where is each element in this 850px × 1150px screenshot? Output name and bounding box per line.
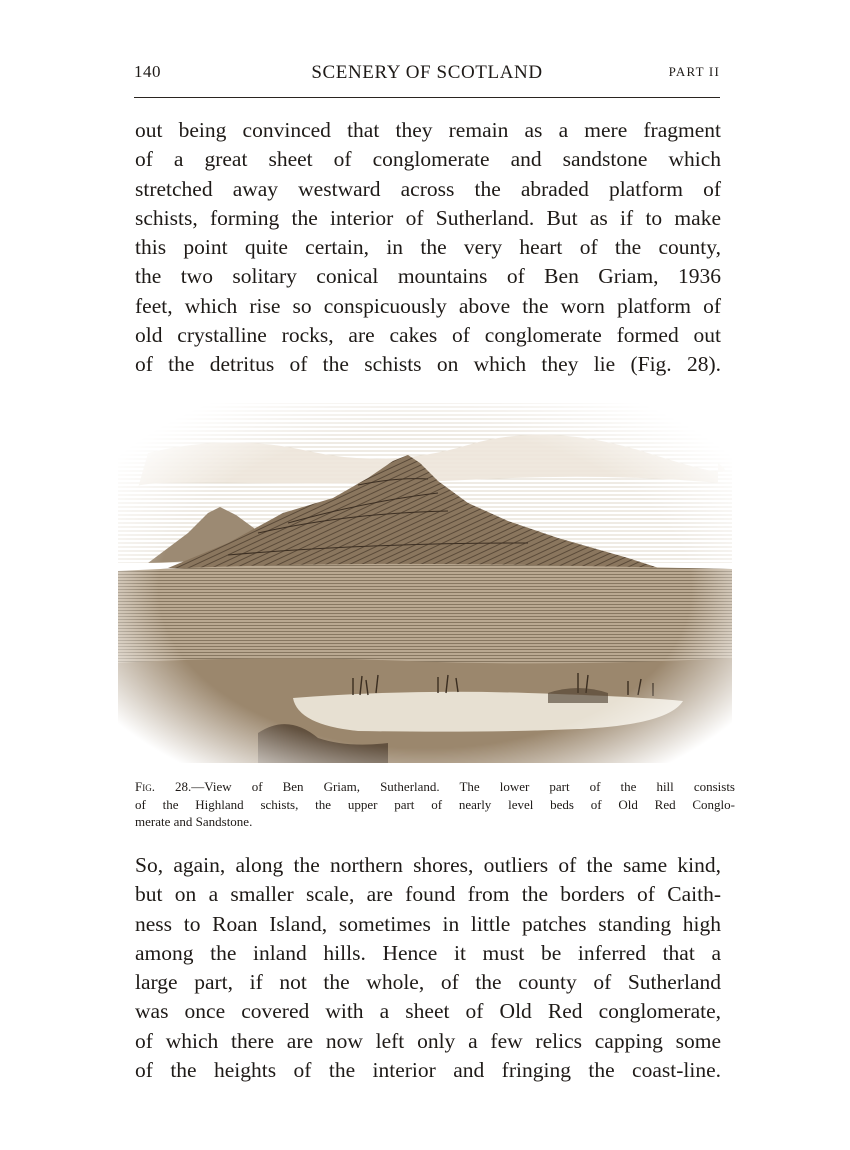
text-line: ness to Roan Island, sometimes in little patches standing high bbox=[135, 911, 721, 936]
text-line: but on a smaller scale, are found from the borders of Caith- bbox=[135, 882, 721, 907]
text-line: feet, which rise so conspicuously above the worn platform of bbox=[135, 293, 721, 318]
text-line: among the inland hills. Hence it must be inferred that a bbox=[135, 940, 721, 965]
page-header bbox=[134, 62, 720, 88]
caption-line: merate and Sandstone. bbox=[135, 814, 253, 829]
paragraph-2 bbox=[135, 851, 721, 1085]
text-line: this point quite certain, in the very heart of the county, bbox=[135, 235, 721, 260]
text-line: was once covered with a sheet of Old Red conglomerate, bbox=[135, 999, 721, 1024]
header-rule bbox=[134, 97, 720, 98]
text-line: stretched away westward across the abraded platform of bbox=[135, 176, 721, 201]
text-line: old crystalline rocks, are cakes of conglomerate formed out bbox=[135, 323, 721, 348]
running-title: SCENERY OF SCOTLAND bbox=[311, 62, 543, 83]
figure-label: Fig. 28. bbox=[135, 779, 192, 794]
text-line: the two solitary conical mountains of Ben Griam, 1936 bbox=[135, 264, 721, 289]
text-line: schists, forming the interior of Sutherland. But as if to make bbox=[135, 205, 721, 230]
page-number: 140 bbox=[134, 62, 161, 81]
text-line: So, again, along the northern shores, outliers of the same kind, bbox=[135, 853, 721, 877]
text-line: of a great sheet of conglomerate and sandstone which bbox=[135, 147, 721, 172]
caption-line: of the Highland schists, the upper part of nearly level beds of Old Red Conglo- bbox=[135, 796, 735, 812]
figure-caption bbox=[135, 778, 735, 831]
text-line: large part, if not the whole, of the county of Sutherland bbox=[135, 970, 721, 995]
engraving-illustration bbox=[108, 393, 742, 771]
part-label: PART II bbox=[668, 64, 720, 79]
figure-ben-griam-engraving bbox=[108, 393, 742, 771]
text-line: of the detritus of the schists on which they lie (Fig. 28). bbox=[135, 352, 721, 377]
text-line: of which there are now left only a few relics capping some bbox=[135, 1028, 721, 1053]
text-line: of the heights of the interior and fringing the coast-line. bbox=[135, 1058, 721, 1083]
caption-line: Fig. 28.—View of Ben Griam, Sutherland. The lower part of the hill consists bbox=[135, 779, 735, 794]
paragraph-1 bbox=[135, 116, 721, 380]
text-line: out being convinced that they remain as a mere fragment bbox=[135, 118, 721, 142]
